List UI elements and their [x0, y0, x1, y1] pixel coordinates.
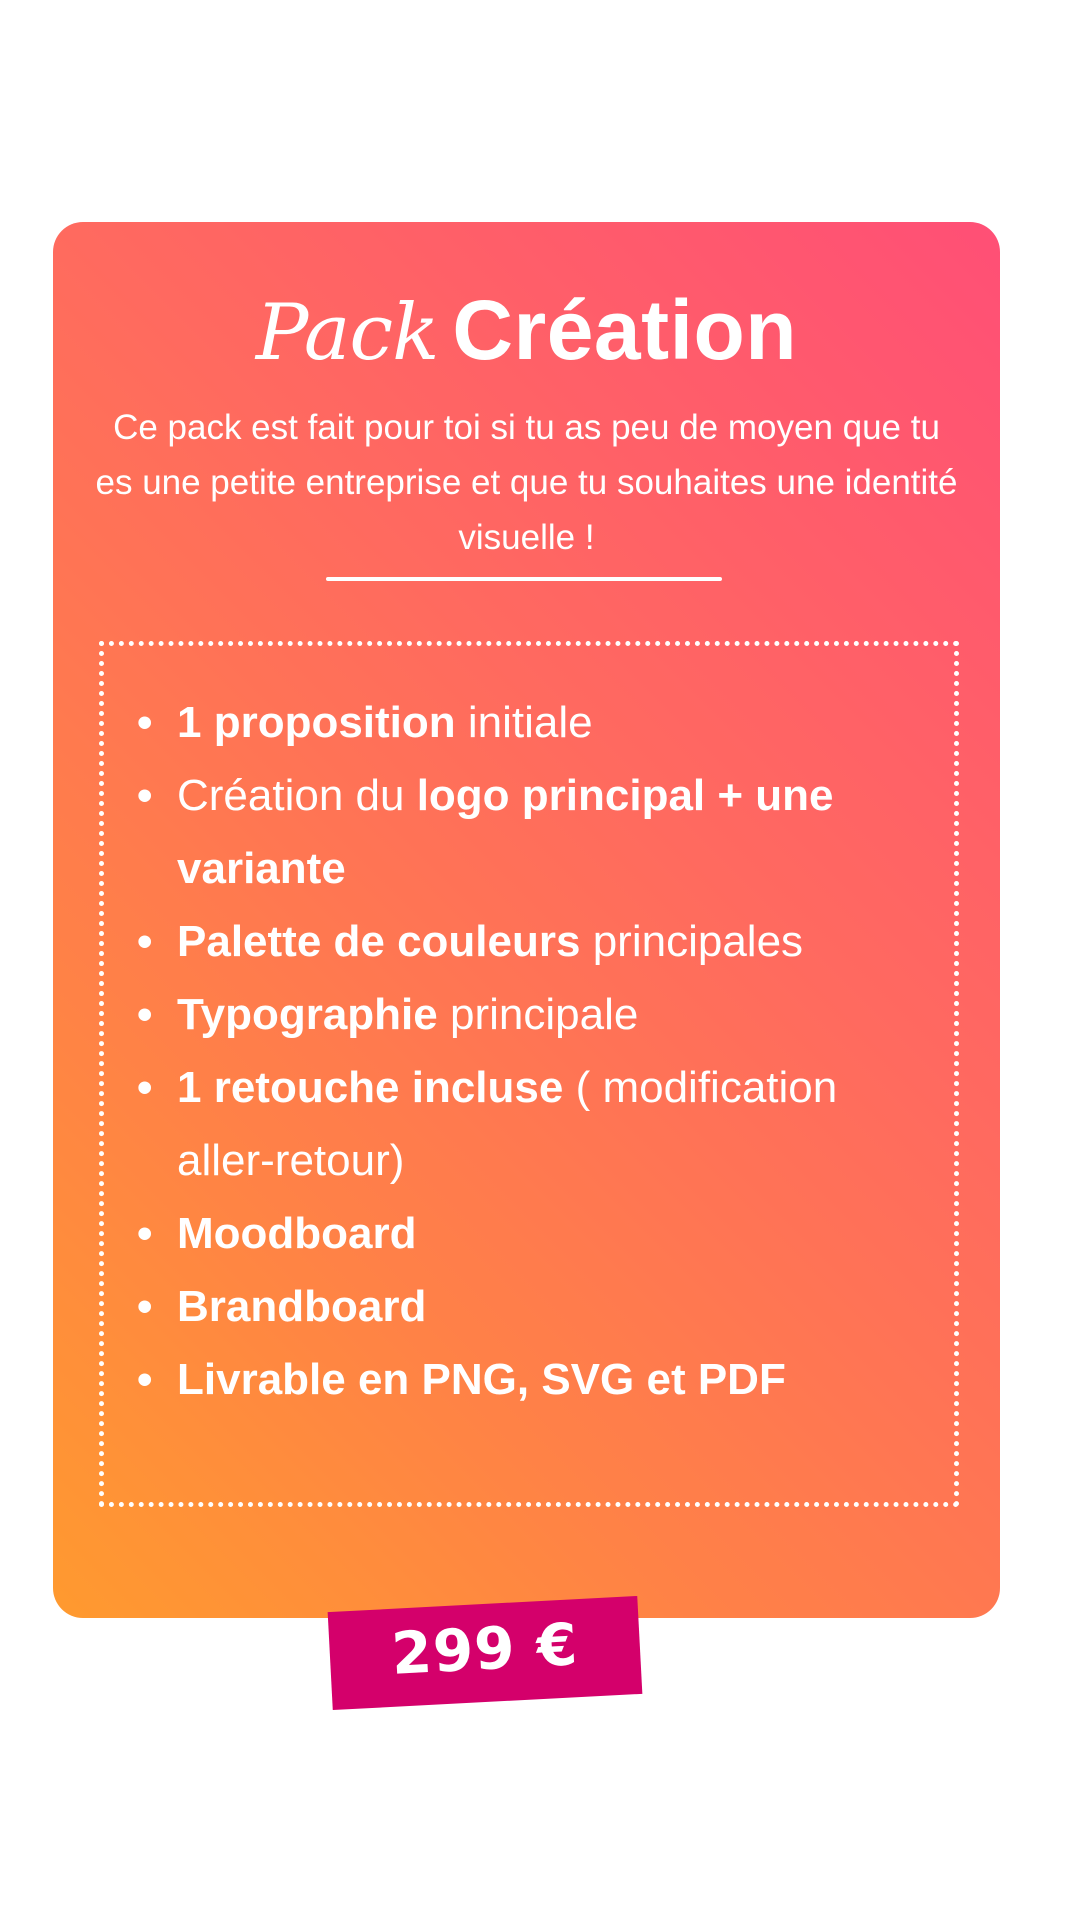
pack-title-main: Création: [452, 283, 798, 377]
bullet-icon: •: [137, 771, 153, 820]
feature-regular: principales: [580, 917, 804, 966]
feature-item-moodboard: [134, 1197, 934, 1270]
feature-bold: logo principal + une variante: [177, 771, 834, 893]
feature-bold: Palette de couleurs: [177, 917, 581, 966]
pack-title-script: Pack: [255, 288, 439, 378]
pack-description: Ce pack est fait pour toi si tu as peu de moyen que tu es une petite entreprise et que tu souhaites une identité visuelle !: [95, 408, 958, 557]
bullet-icon: •: [137, 1209, 153, 1258]
price-label: 299 €: [389, 1610, 580, 1688]
feature-item-typography: [134, 978, 934, 1051]
bullet-icon: •: [137, 698, 153, 747]
feature-item-logo: [134, 759, 934, 905]
bullet-icon: •: [137, 990, 153, 1039]
feature-bold: Brandboard: [177, 1282, 427, 1331]
feature-regular: initiale: [455, 698, 593, 747]
feature-item-deliverables: [134, 1343, 934, 1416]
feature-bold: 1 retouche incluse: [177, 1063, 564, 1112]
bullet-icon: •: [137, 917, 153, 966]
feature-item-brandboard: [134, 1270, 934, 1343]
features-list: [134, 686, 934, 1416]
feature-regular: ( modification aller-retour): [177, 1063, 838, 1185]
price-tag: [328, 1596, 643, 1710]
pack-card: [53, 222, 1000, 1618]
feature-item-retouch: [134, 1051, 934, 1197]
feature-regular: principale: [437, 990, 639, 1039]
feature-bold: 1 proposition: [177, 698, 456, 747]
bullet-icon: •: [137, 1063, 153, 1112]
feature-regular: Création du: [177, 771, 417, 820]
feature-bold: Moodboard: [177, 1209, 417, 1258]
feature-item-proposition: [134, 686, 934, 759]
title-divider: [326, 577, 722, 581]
bullet-icon: •: [137, 1355, 153, 1404]
feature-bold: Livrable en PNG, SVG et PDF: [177, 1355, 786, 1404]
pack-title: [53, 282, 1000, 379]
feature-bold: Typographie: [177, 990, 438, 1039]
bullet-icon: •: [137, 1282, 153, 1331]
features-box: [99, 641, 959, 1507]
feature-item-palette: [134, 905, 934, 978]
